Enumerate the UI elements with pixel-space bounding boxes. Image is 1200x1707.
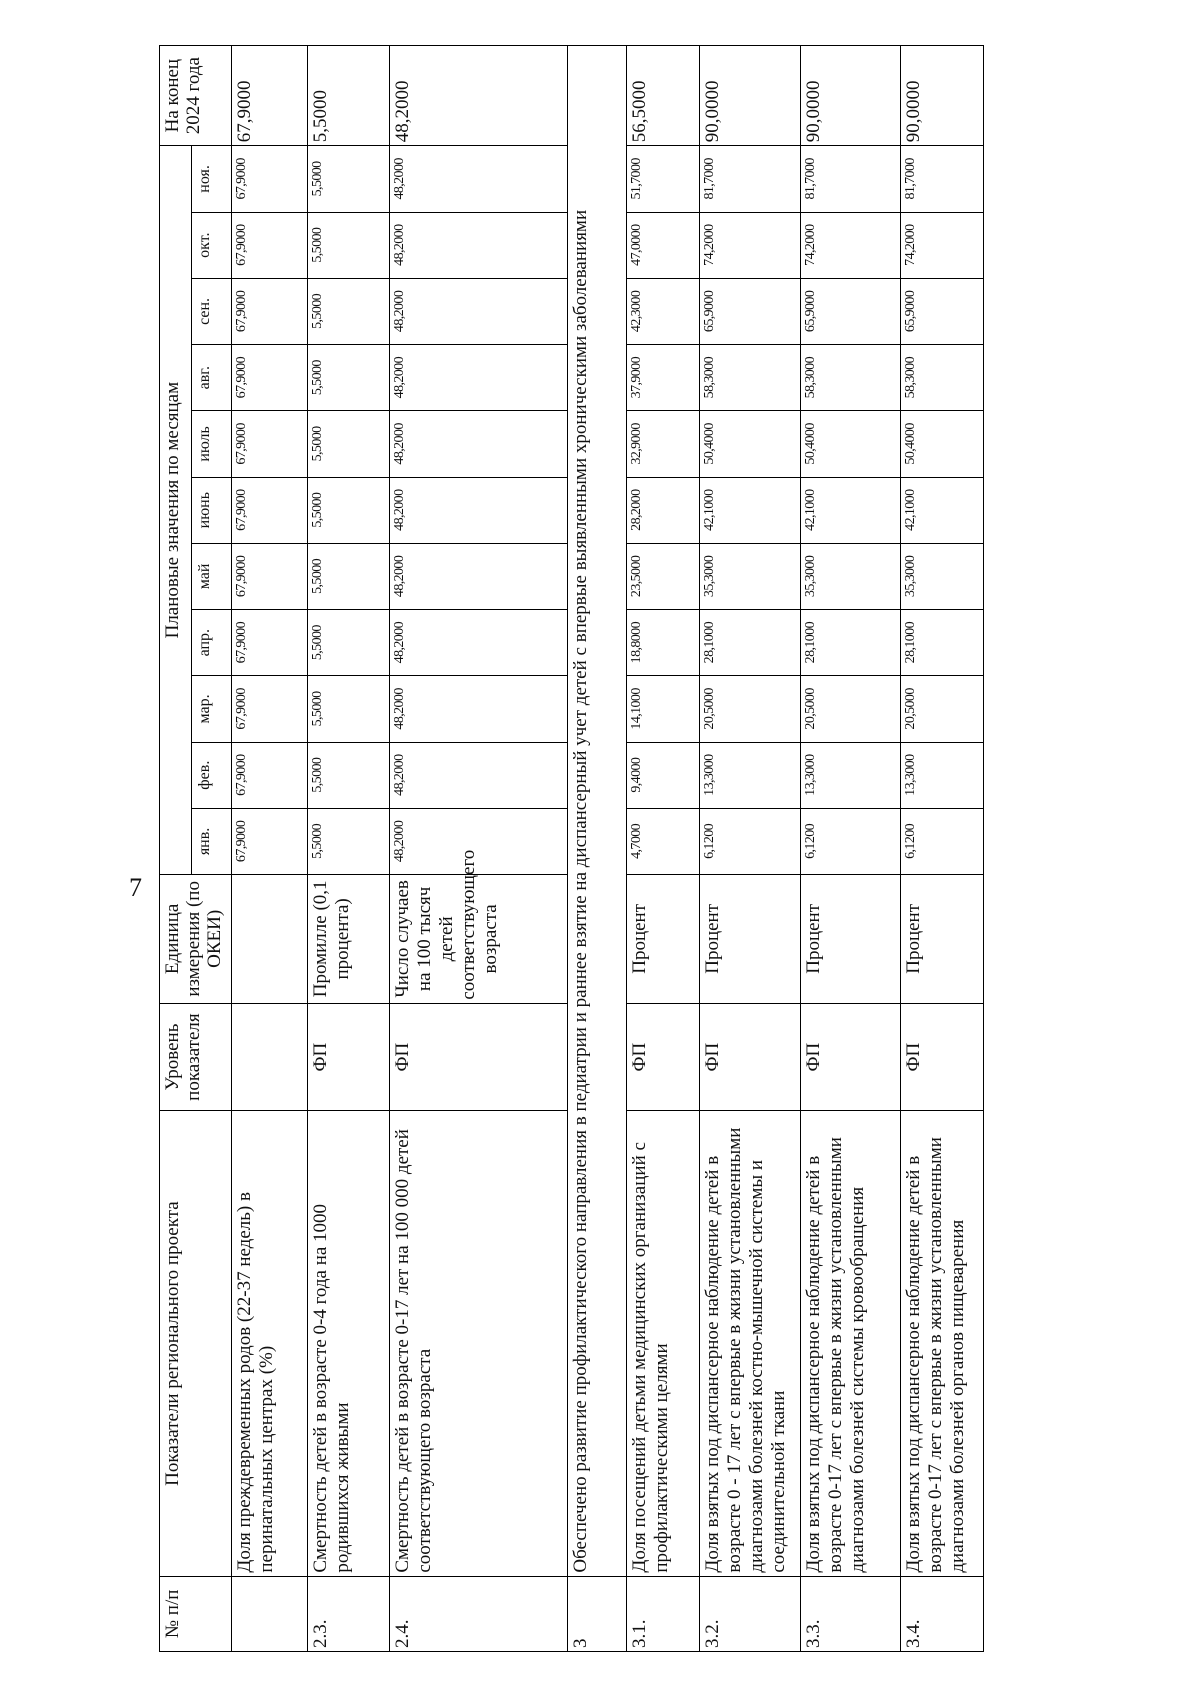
section-text: Обеспечено развитие профилактического направления в педиатрии и раннее взятие на диспансерный учет детей с впервые выявленными хроническими заболеваниями <box>568 46 627 1577</box>
rotated-page-content <box>159 45 1089 1652</box>
row-unit: Процент <box>627 875 700 1004</box>
row-month-value: 50,4000 <box>901 411 984 477</box>
row-month-value: 48,2000 <box>390 543 568 609</box>
plan-table <box>159 45 984 1652</box>
row-month-value: 42,1000 <box>801 477 901 543</box>
row-indicator: Смертность детей в возрасте 0-17 лет на 100 000 детей соответствующего возраста <box>390 1111 568 1576</box>
row-month-value: 47,0000 <box>627 212 700 278</box>
row-level: ФП <box>308 1003 390 1111</box>
row-month-value: 67,9000 <box>232 742 308 808</box>
row-month-value: 28,2000 <box>627 477 700 543</box>
row-month-value: 5,5000 <box>308 212 390 278</box>
row-month-value: 35,3000 <box>801 543 901 609</box>
row-month-value: 65,9000 <box>700 278 801 344</box>
row-unit: Промилле (0,1 процента) <box>308 875 390 1004</box>
row-month-value: 20,5000 <box>801 676 901 742</box>
row-final-value: 90,0000 <box>901 46 984 146</box>
row-final-value: 48,2000 <box>390 46 568 146</box>
section-num: 3 <box>568 1576 627 1651</box>
header-indicator: Показатели регионального проекта <box>160 1111 232 1576</box>
row-month-value: 48,2000 <box>390 212 568 278</box>
row-month-value: 58,3000 <box>901 345 984 411</box>
row-unit: Процент <box>901 875 984 1004</box>
table-row <box>308 46 390 1652</box>
page-number: 7 <box>129 873 142 902</box>
row-level: ФП <box>700 1003 801 1111</box>
row-month-value: 48,2000 <box>390 676 568 742</box>
header-month: ноя. <box>192 146 232 212</box>
row-month-value: 5,5000 <box>308 808 390 874</box>
row-month-value: 28,1000 <box>801 610 901 676</box>
row-level: ФП <box>390 1003 568 1111</box>
table-row <box>801 46 901 1652</box>
row-month-value: 74,2000 <box>901 212 984 278</box>
row-indicator: Доля преждевременных родов (22-37 недель) в перинатальных центрах (%) <box>232 1111 308 1576</box>
row-num: 2.4. <box>390 1576 568 1651</box>
header-month: фев. <box>192 742 232 808</box>
row-month-value: 20,5000 <box>901 676 984 742</box>
row-month-value: 5,5000 <box>308 146 390 212</box>
row-month-value: 6,1200 <box>700 808 801 874</box>
row-month-value: 18,8000 <box>627 610 700 676</box>
header-num: № п/п <box>160 1576 232 1651</box>
row-unit: Процент <box>700 875 801 1004</box>
row-unit <box>232 875 308 1004</box>
row-indicator: Доля взятых под диспансерное наблюдение детей в возрасте 0-17 лет с впервые в жизни установленными диагнозами болезней органов пищеварения <box>901 1111 984 1576</box>
row-month-value: 5,5000 <box>308 345 390 411</box>
row-final-value: 90,0000 <box>801 46 901 146</box>
row-month-value: 48,2000 <box>390 477 568 543</box>
table-row <box>700 46 801 1652</box>
row-month-value: 48,2000 <box>390 278 568 344</box>
row-num <box>232 1576 308 1651</box>
row-month-value: 48,2000 <box>390 742 568 808</box>
row-month-value: 67,9000 <box>232 146 308 212</box>
row-month-value: 65,9000 <box>801 278 901 344</box>
row-final-value: 5,5000 <box>308 46 390 146</box>
table-row <box>901 46 984 1652</box>
table-row <box>232 46 308 1652</box>
row-num: 3.2. <box>700 1576 801 1651</box>
row-indicator: Смертность детей в возрасте 0-4 года на 1000 родившихся живыми <box>308 1111 390 1576</box>
row-month-value: 4,7000 <box>627 808 700 874</box>
header-planned: Плановые значения по месяцам <box>160 146 192 875</box>
row-final-value: 56,5000 <box>627 46 700 146</box>
row-month-value: 48,2000 <box>390 808 568 874</box>
row-level: ФП <box>627 1003 700 1111</box>
row-month-value: 74,2000 <box>700 212 801 278</box>
row-month-value: 5,5000 <box>308 278 390 344</box>
row-month-value: 35,3000 <box>901 543 984 609</box>
row-month-value: 51,7000 <box>627 146 700 212</box>
row-month-value: 74,2000 <box>801 212 901 278</box>
row-month-value: 67,9000 <box>232 808 308 874</box>
row-month-value: 35,3000 <box>700 543 801 609</box>
row-month-value: 13,3000 <box>901 742 984 808</box>
row-month-value: 5,5000 <box>308 411 390 477</box>
row-month-value: 14,1000 <box>627 676 700 742</box>
row-month-value: 48,2000 <box>390 610 568 676</box>
row-month-value: 67,9000 <box>232 610 308 676</box>
row-month-value: 13,3000 <box>700 742 801 808</box>
row-month-value: 5,5000 <box>308 477 390 543</box>
row-level: ФП <box>901 1003 984 1111</box>
header-month: май <box>192 543 232 609</box>
row-month-value: 42,1000 <box>700 477 801 543</box>
row-num: 3.4. <box>901 1576 984 1651</box>
header-month: сен. <box>192 278 232 344</box>
header-month: окт. <box>192 212 232 278</box>
row-month-value: 58,3000 <box>700 345 801 411</box>
row-month-value: 81,7000 <box>801 146 901 212</box>
row-final-value: 67,9000 <box>232 46 308 146</box>
row-num: 3.1. <box>627 1576 700 1651</box>
row-level: ФП <box>801 1003 901 1111</box>
row-month-value: 6,1200 <box>901 808 984 874</box>
row-month-value: 48,2000 <box>390 411 568 477</box>
row-month-value: 5,5000 <box>308 742 390 808</box>
header-final: На конец 2024 года <box>160 46 232 146</box>
row-month-value: 5,5000 <box>308 676 390 742</box>
header-level: Уровень показателя <box>160 1003 232 1111</box>
header-month: июль <box>192 411 232 477</box>
header-month: янв. <box>192 808 232 874</box>
row-num: 3.3. <box>801 1576 901 1651</box>
row-month-value: 81,7000 <box>700 146 801 212</box>
header-month: мар. <box>192 676 232 742</box>
header-month: июнь <box>192 477 232 543</box>
row-month-value: 67,9000 <box>232 543 308 609</box>
row-month-value: 28,1000 <box>901 610 984 676</box>
row-month-value: 50,4000 <box>700 411 801 477</box>
row-month-value: 67,9000 <box>232 676 308 742</box>
row-indicator: Доля посещений детьми медицинских организаций с профилактическими целями <box>627 1111 700 1576</box>
row-month-value: 65,9000 <box>901 278 984 344</box>
row-num: 2.3. <box>308 1576 390 1651</box>
row-month-value: 50,4000 <box>801 411 901 477</box>
header-row <box>160 46 192 1652</box>
row-month-value: 37,9000 <box>627 345 700 411</box>
row-month-value: 13,3000 <box>801 742 901 808</box>
row-month-value: 48,2000 <box>390 146 568 212</box>
row-month-value: 67,9000 <box>232 477 308 543</box>
row-month-value: 28,1000 <box>700 610 801 676</box>
table-row <box>627 46 700 1652</box>
header-month: апр. <box>192 610 232 676</box>
row-level <box>232 1003 308 1111</box>
row-unit: Процент <box>801 875 901 1004</box>
row-month-value: 9,4000 <box>627 742 700 808</box>
row-month-value: 42,3000 <box>627 278 700 344</box>
header-month: авг. <box>192 345 232 411</box>
row-indicator: Доля взятых под диспансерное наблюдение детей в возрасте 0-17 лет с впервые в жизни установленными диагнозами болезней системы кровообращения <box>801 1111 901 1576</box>
row-month-value: 5,5000 <box>308 610 390 676</box>
row-month-value: 23,5000 <box>627 543 700 609</box>
section-row <box>568 46 627 1652</box>
row-unit: Число случаев на 100 тысяч детей соответствующего возраста <box>390 875 568 1004</box>
row-month-value: 81,7000 <box>901 146 984 212</box>
row-month-value: 20,5000 <box>700 676 801 742</box>
row-final-value: 90,0000 <box>700 46 801 146</box>
row-month-value: 58,3000 <box>801 345 901 411</box>
row-indicator: Доля взятых под диспансерное наблюдение детей в возрасте 0 - 17 лет с впервые в жизни установленными диагнозами болезней костно-мышечной системы и соединительной ткани <box>700 1111 801 1576</box>
row-month-value: 42,1000 <box>901 477 984 543</box>
row-month-value: 32,9000 <box>627 411 700 477</box>
header-unit: Единица измерения (по ОКЕИ) <box>160 875 232 1004</box>
table-row <box>390 46 568 1652</box>
row-month-value: 67,9000 <box>232 278 308 344</box>
row-month-value: 67,9000 <box>232 345 308 411</box>
row-month-value: 6,1200 <box>801 808 901 874</box>
row-month-value: 67,9000 <box>232 411 308 477</box>
row-month-value: 67,9000 <box>232 212 308 278</box>
row-month-value: 5,5000 <box>308 543 390 609</box>
row-month-value: 48,2000 <box>390 345 568 411</box>
